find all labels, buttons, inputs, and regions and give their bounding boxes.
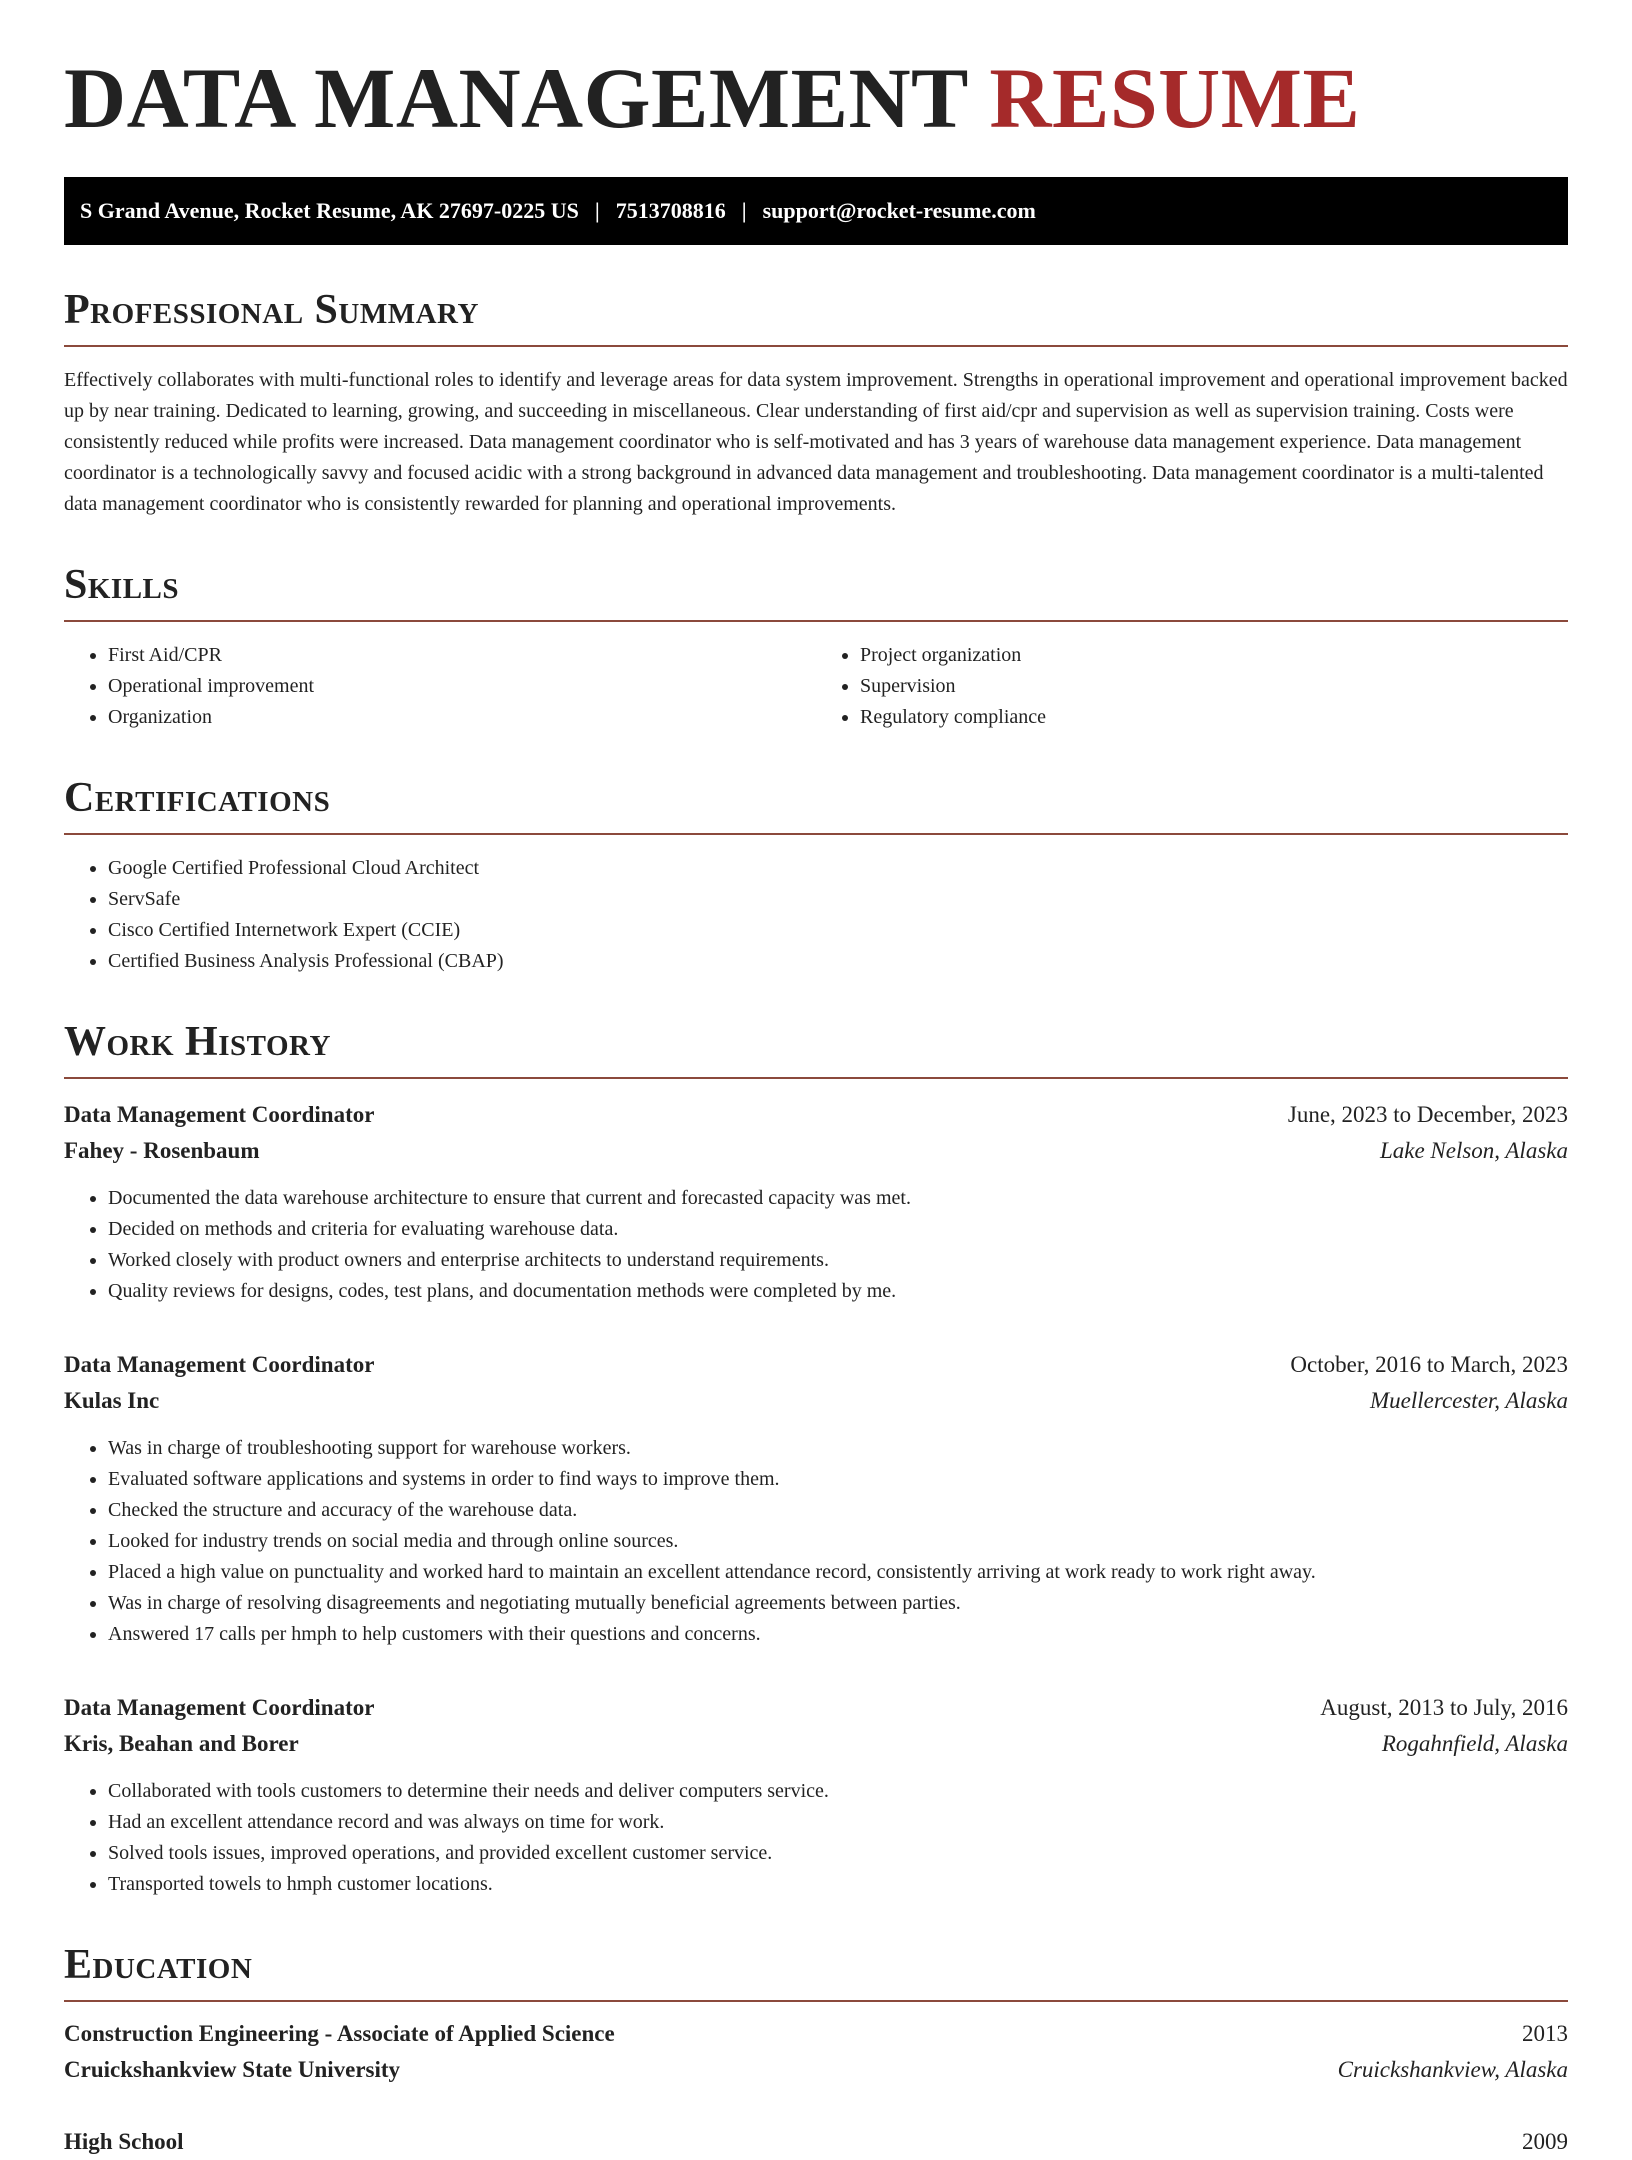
summary-section: [64, 289, 1568, 520]
certifications-section: [64, 777, 1568, 977]
job-title: Data Management Coordinator: [64, 1352, 375, 1377]
certifications-heading: Certifications: [64, 777, 1568, 835]
job-dates: October, 2016 to March, 2023: [1290, 1352, 1568, 1377]
skill-item: • Regulatory compliance: [860, 702, 1568, 733]
job-dates: June, 2023 to December, 2023: [1287, 1102, 1568, 1127]
skill-item: • Operational improvement: [108, 671, 816, 702]
job-title-row: [64, 1690, 1568, 1726]
education-entry: [64, 2016, 1568, 2088]
job-dates: August, 2013 to July, 2016: [1320, 1695, 1568, 1720]
job-title-row: [64, 1347, 1568, 1383]
contact-separator: |: [594, 198, 600, 223]
contact-bar: [64, 177, 1568, 245]
skills-section: [64, 564, 1568, 733]
education-section: [64, 1944, 1568, 2160]
job-title: Data Management Coordinator: [64, 1695, 375, 1720]
job-bullet: • Was in charge of resolving disagreements and negotiating mutually beneficial agreements between parties.: [108, 1588, 1568, 1619]
job-company: Fahey - Rosenbaum: [64, 1138, 260, 1163]
job-bullet: • Documented the data warehouse architecture to ensure that current and forecasted capacity was met.: [108, 1183, 1568, 1214]
job-bullet: • Was in charge of troubleshooting support for warehouse workers.: [108, 1433, 1568, 1464]
skills-list-right: [816, 640, 1568, 733]
education-school: Cruickshankview State University: [64, 2057, 401, 2082]
job-bullet: • Looked for industry trends on social media and through online sources.: [108, 1526, 1568, 1557]
education-entry: [64, 2124, 1568, 2160]
summary-text: Effectively collaborates with multi-functional roles to identify and leverage areas for data system improvement. Strengths in operational improvement and operational improvement backed up by near training. Dedicated to learning, growing, and succeeding in miscellaneous. Clear understanding of first aid/cpr and supervision as well as supervision training. Costs were consistently reduced while profits were increased. Data management coordinator who is self-motivated and has 3 years of warehouse data management experience. Data management coordinator is a technologically savvy and focused acidic with a strong background in advanced data management and troubleshooting. Data management coordinator is a multi-talented data management coordinator who is consistently rewarded for planning and operational improvements.: [64, 369, 1568, 515]
skills-grid: [64, 622, 1568, 733]
job-entry: [64, 1690, 1568, 1900]
education-degree-row: [64, 2124, 1568, 2160]
job-bullet: • Transported towels to hmph customer locations.: [108, 1869, 1568, 1900]
job-bullets: [64, 1433, 1568, 1650]
job-bullets: [64, 1776, 1568, 1900]
job-entry: [64, 1097, 1568, 1307]
job-location: Rogahnfield, Alaska: [1381, 1731, 1568, 1756]
certification-item: • Certified Business Analysis Professional (CBAP): [108, 946, 1568, 977]
summary-heading: Professional Summary: [64, 289, 1568, 347]
education-degree-row: [64, 2016, 1568, 2052]
job-title-row: [64, 1097, 1568, 1133]
skills-heading: Skills: [64, 564, 1568, 622]
job-bullets: [64, 1183, 1568, 1307]
job-bullet: • Evaluated software applications and systems in order to find ways to improve them.: [108, 1464, 1568, 1495]
job-title: Data Management Coordinator: [64, 1102, 375, 1127]
title-accent: RESUME: [989, 50, 1361, 146]
contact-phone: 7513708816: [615, 198, 726, 223]
education-degree: High School: [64, 2129, 184, 2154]
job-location: Muellercester, Alaska: [1369, 1388, 1568, 1413]
skill-item: • First Aid/CPR: [108, 640, 816, 671]
job-bullet: • Answered 17 calls per hmph to help customers with their questions and concerns.: [108, 1619, 1568, 1650]
education-year: 2013: [1522, 2021, 1568, 2046]
contact-separator: |: [741, 198, 747, 223]
job-bullet: • Decided on methods and criteria for evaluating warehouse data.: [108, 1214, 1568, 1245]
job-bullet: • Checked the structure and accuracy of the warehouse data.: [108, 1495, 1568, 1526]
certification-item: • Google Certified Professional Cloud Architect: [108, 853, 1568, 884]
contact-address: S Grand Avenue, Rocket Resume, AK 27697-0225 US: [80, 198, 579, 223]
education-school-row: [64, 2052, 1568, 2088]
contact-email: support@rocket-resume.com: [762, 198, 1036, 223]
job-company-row: [64, 1726, 1568, 1762]
education-location: Cruickshankview, Alaska: [1337, 2057, 1568, 2082]
job-company: Kris, Beahan and Borer: [64, 1731, 299, 1756]
skill-item: • Organization: [108, 702, 816, 733]
job-company-row: [64, 1133, 1568, 1169]
work-history-heading: Work History: [64, 1021, 1568, 1079]
skill-item: • Supervision: [860, 671, 1568, 702]
skills-list-left: [64, 640, 816, 733]
job-bullet: • Solved tools issues, improved operations, and provided excellent customer service.: [108, 1838, 1568, 1869]
education-degree: Construction Engineering - Associate of Applied Science: [64, 2021, 615, 2046]
job-bullet: • Quality reviews for designs, codes, test plans, and documentation methods were completed by me.: [108, 1276, 1568, 1307]
job-bullet: • Had an excellent attendance record and was always on time for work.: [108, 1807, 1568, 1838]
certification-item: • Cisco Certified Internetwork Expert (CCIE): [108, 915, 1568, 946]
job-bullet: • Collaborated with tools customers to determine their needs and deliver computers service.: [108, 1776, 1568, 1807]
job-bullet: • Placed a high value on punctuality and worked hard to maintain an excellent attendance record, consistently arriving at work ready to work right away.: [108, 1557, 1568, 1588]
job-company-row: [64, 1383, 1568, 1419]
certification-item: • ServSafe: [108, 884, 1568, 915]
job-location: Lake Nelson, Alaska: [1379, 1138, 1568, 1163]
job-company: Kulas Inc: [64, 1388, 160, 1413]
education-year: 2009: [1522, 2129, 1568, 2154]
job-entry: [64, 1347, 1568, 1650]
education-heading: Education: [64, 1944, 1568, 2002]
job-bullet: • Worked closely with product owners and enterprise architects to understand requirements.: [108, 1245, 1568, 1276]
title-main: DATA MANAGEMENT: [64, 50, 968, 146]
certifications-list: [64, 853, 1568, 977]
work-history-section: [64, 1021, 1568, 1900]
skill-item: • Project organization: [860, 640, 1568, 671]
resume-title: [64, 50, 1568, 146]
